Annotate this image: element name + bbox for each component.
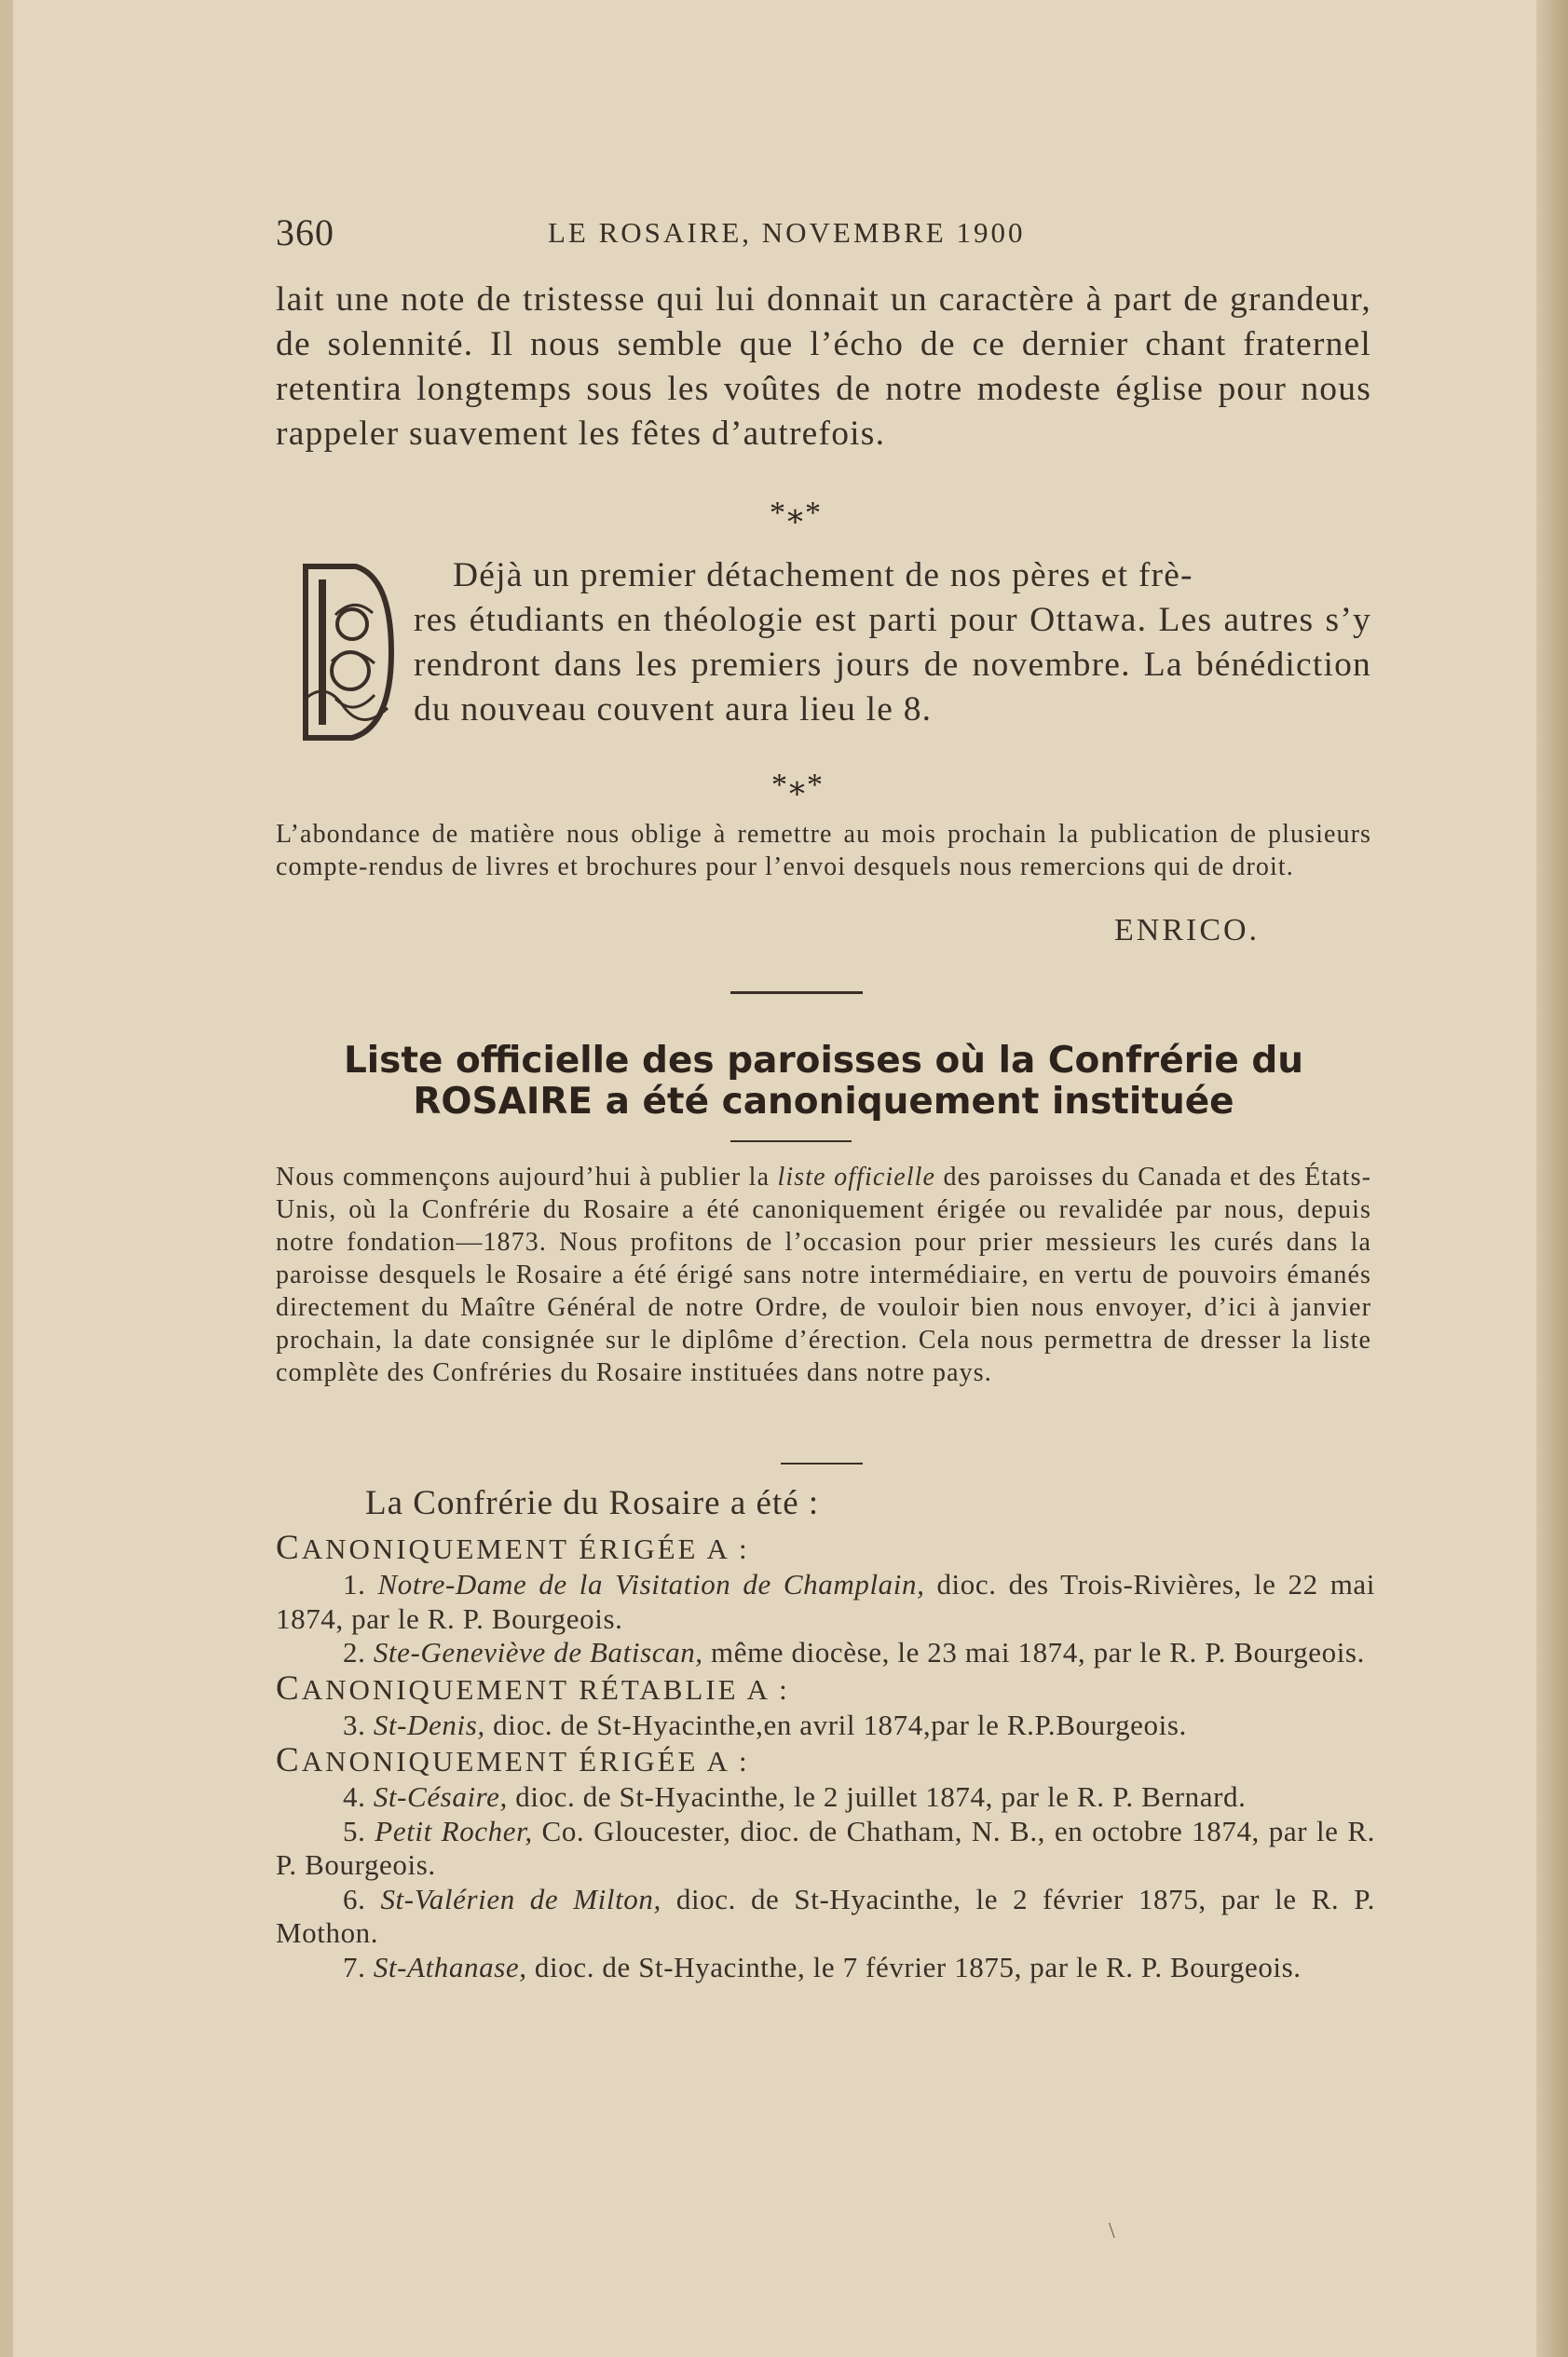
parish-name: St-Denis, [373, 1708, 485, 1741]
list-header-retablie: CANONIQUEMENT RÉTABLIE A : [276, 1669, 790, 1708]
asterism-separator: *⁎* [771, 768, 825, 802]
page-number: 360 [276, 211, 334, 253]
parish-name: Ste-Geneviève de Batiscan, [373, 1636, 703, 1669]
list-item: 5. Petit Rocher, Co. Gloucester, dioc. de Chatham, N. B., en octobre 1874, par le R. P. Bourgeois. [276, 1814, 1375, 1881]
intro-text-end: des paroisses du Canada et des États-Unis, où la Confrérie du Rosaire a été canoniquement érigée ou revalidée par nous, depuis notre fondation—1873. Nous profitons de l’occasion pour prier messieurs les curés dans la paroisse desquels le Rosaire a été érigé sans notre intermédiaire, en vertu de pouvoirs émanés directement du Maître Général de notre Ordre, de vouloir bien nous envoyer, d’ici à janvier prochain, la date consignée sur le diplôme d’érection. Cela nous permettra de dresser la liste complète des Confréries du Rosaire instituées dans notre pays. [276, 1163, 1371, 1387]
list-header-erigee: CANONIQUEMENT ÉRIGÉE A : [276, 1529, 750, 1567]
paragraph-continued: lait une note de tristesse qui lui donnait un caractère à part de grandeur, de solennité. Il nous semble que l’écho de ce dernier chant fraternel retentira longtemps sous les voûtes de notre modeste église pour nous rappeler suavement les fêtes d’autrefois. [276, 280, 1371, 453]
section-title-line-1: Liste officielle des paroisses où la Confrérie du [343, 1040, 1304, 1082]
list-header-erigee: CANONIQUEMENT ÉRIGÉE A : [276, 1741, 750, 1779]
intro-italic-phrase: liste officielle [777, 1163, 936, 1192]
parish-name: Petit Rocher, [375, 1814, 533, 1847]
running-head [276, 211, 1371, 253]
page-edge-right [1536, 0, 1568, 2357]
paragraph-departure-first-line: Déjà un premier détachement de nos pères et frè- [453, 556, 1193, 594]
author-signature: ENRICO. [1114, 913, 1261, 947]
paragraph-departure [414, 553, 1371, 732]
list-item: 4. St-Césaire, dioc. de St-Hyacinthe, le 2 juillet 1874, par le R. P. Bernard. [343, 1780, 1247, 1813]
running-title: LE ROSAIRE, NOVEMBRE 1900 [548, 216, 1026, 249]
intro-divider [781, 1463, 863, 1465]
list-item: 2. Ste-Geneviève de Batiscan, même diocèse, le 23 mai 1874, par le R. P. Bourgeois. [343, 1636, 1365, 1669]
parish-name: Notre-Dame de la Visitation de Champlain, [377, 1568, 925, 1601]
section-title-line-2: ROSAIRE a été canoniquement instituée [413, 1081, 1234, 1123]
parish-name: St-Césaire, [373, 1780, 508, 1813]
page-edge-left [0, 0, 13, 2357]
asterism-separator: *⁎* [770, 496, 823, 530]
intro-text-start: Nous commençons aujourd’hui à publier la [276, 1163, 778, 1192]
parish-name: St-Valérien de Milton, [380, 1882, 661, 1915]
confrerie-heading: La Confrérie du Rosaire a été : [365, 1484, 820, 1522]
parish-list [276, 1530, 1375, 1984]
intro-paragraph [276, 1161, 1371, 1389]
list-item: 3. St-Denis, dioc. de St-Hyacinthe,en avril 1874,par le R.P.Bourgeois. [343, 1708, 1187, 1741]
paragraph-departure-rest: res étudiants en théologie est parti pour Ottawa. Les autres s’y rendront dans les premiers jours de novembre. La bénédiction du nouveau couvent aura lieu le 8. [414, 601, 1371, 729]
section-divider [730, 991, 863, 994]
parish-name: St-Athanase, [373, 1950, 527, 1983]
stray-mark: \ [1109, 2219, 1115, 2243]
list-item: 7. St-Athanase, dioc. de St-Hyacinthe, le 7 février 1875, par le R. P. Bourgeois. [343, 1950, 1302, 1983]
ornamental-drop-cap-d-icon [294, 553, 410, 773]
list-item: 1. Notre-Dame de la Visitation de Champlain, dioc. des Trois-Rivières, le 22 mai 1874, par le R. P. Bourgeois. [276, 1568, 1375, 1635]
paragraph-notice: L’abondance de matière nous oblige à remettre au mois prochain la publication de plusieurs compte-rendus de livres et brochures pour l’envoi desquels nous remercions qui de droit. [276, 820, 1371, 881]
list-item: 6. St-Valérien de Milton, dioc. de St-Hyacinthe, le 2 février 1875, par le R. P. Mothon. [276, 1882, 1376, 1949]
title-underline [730, 1140, 852, 1142]
